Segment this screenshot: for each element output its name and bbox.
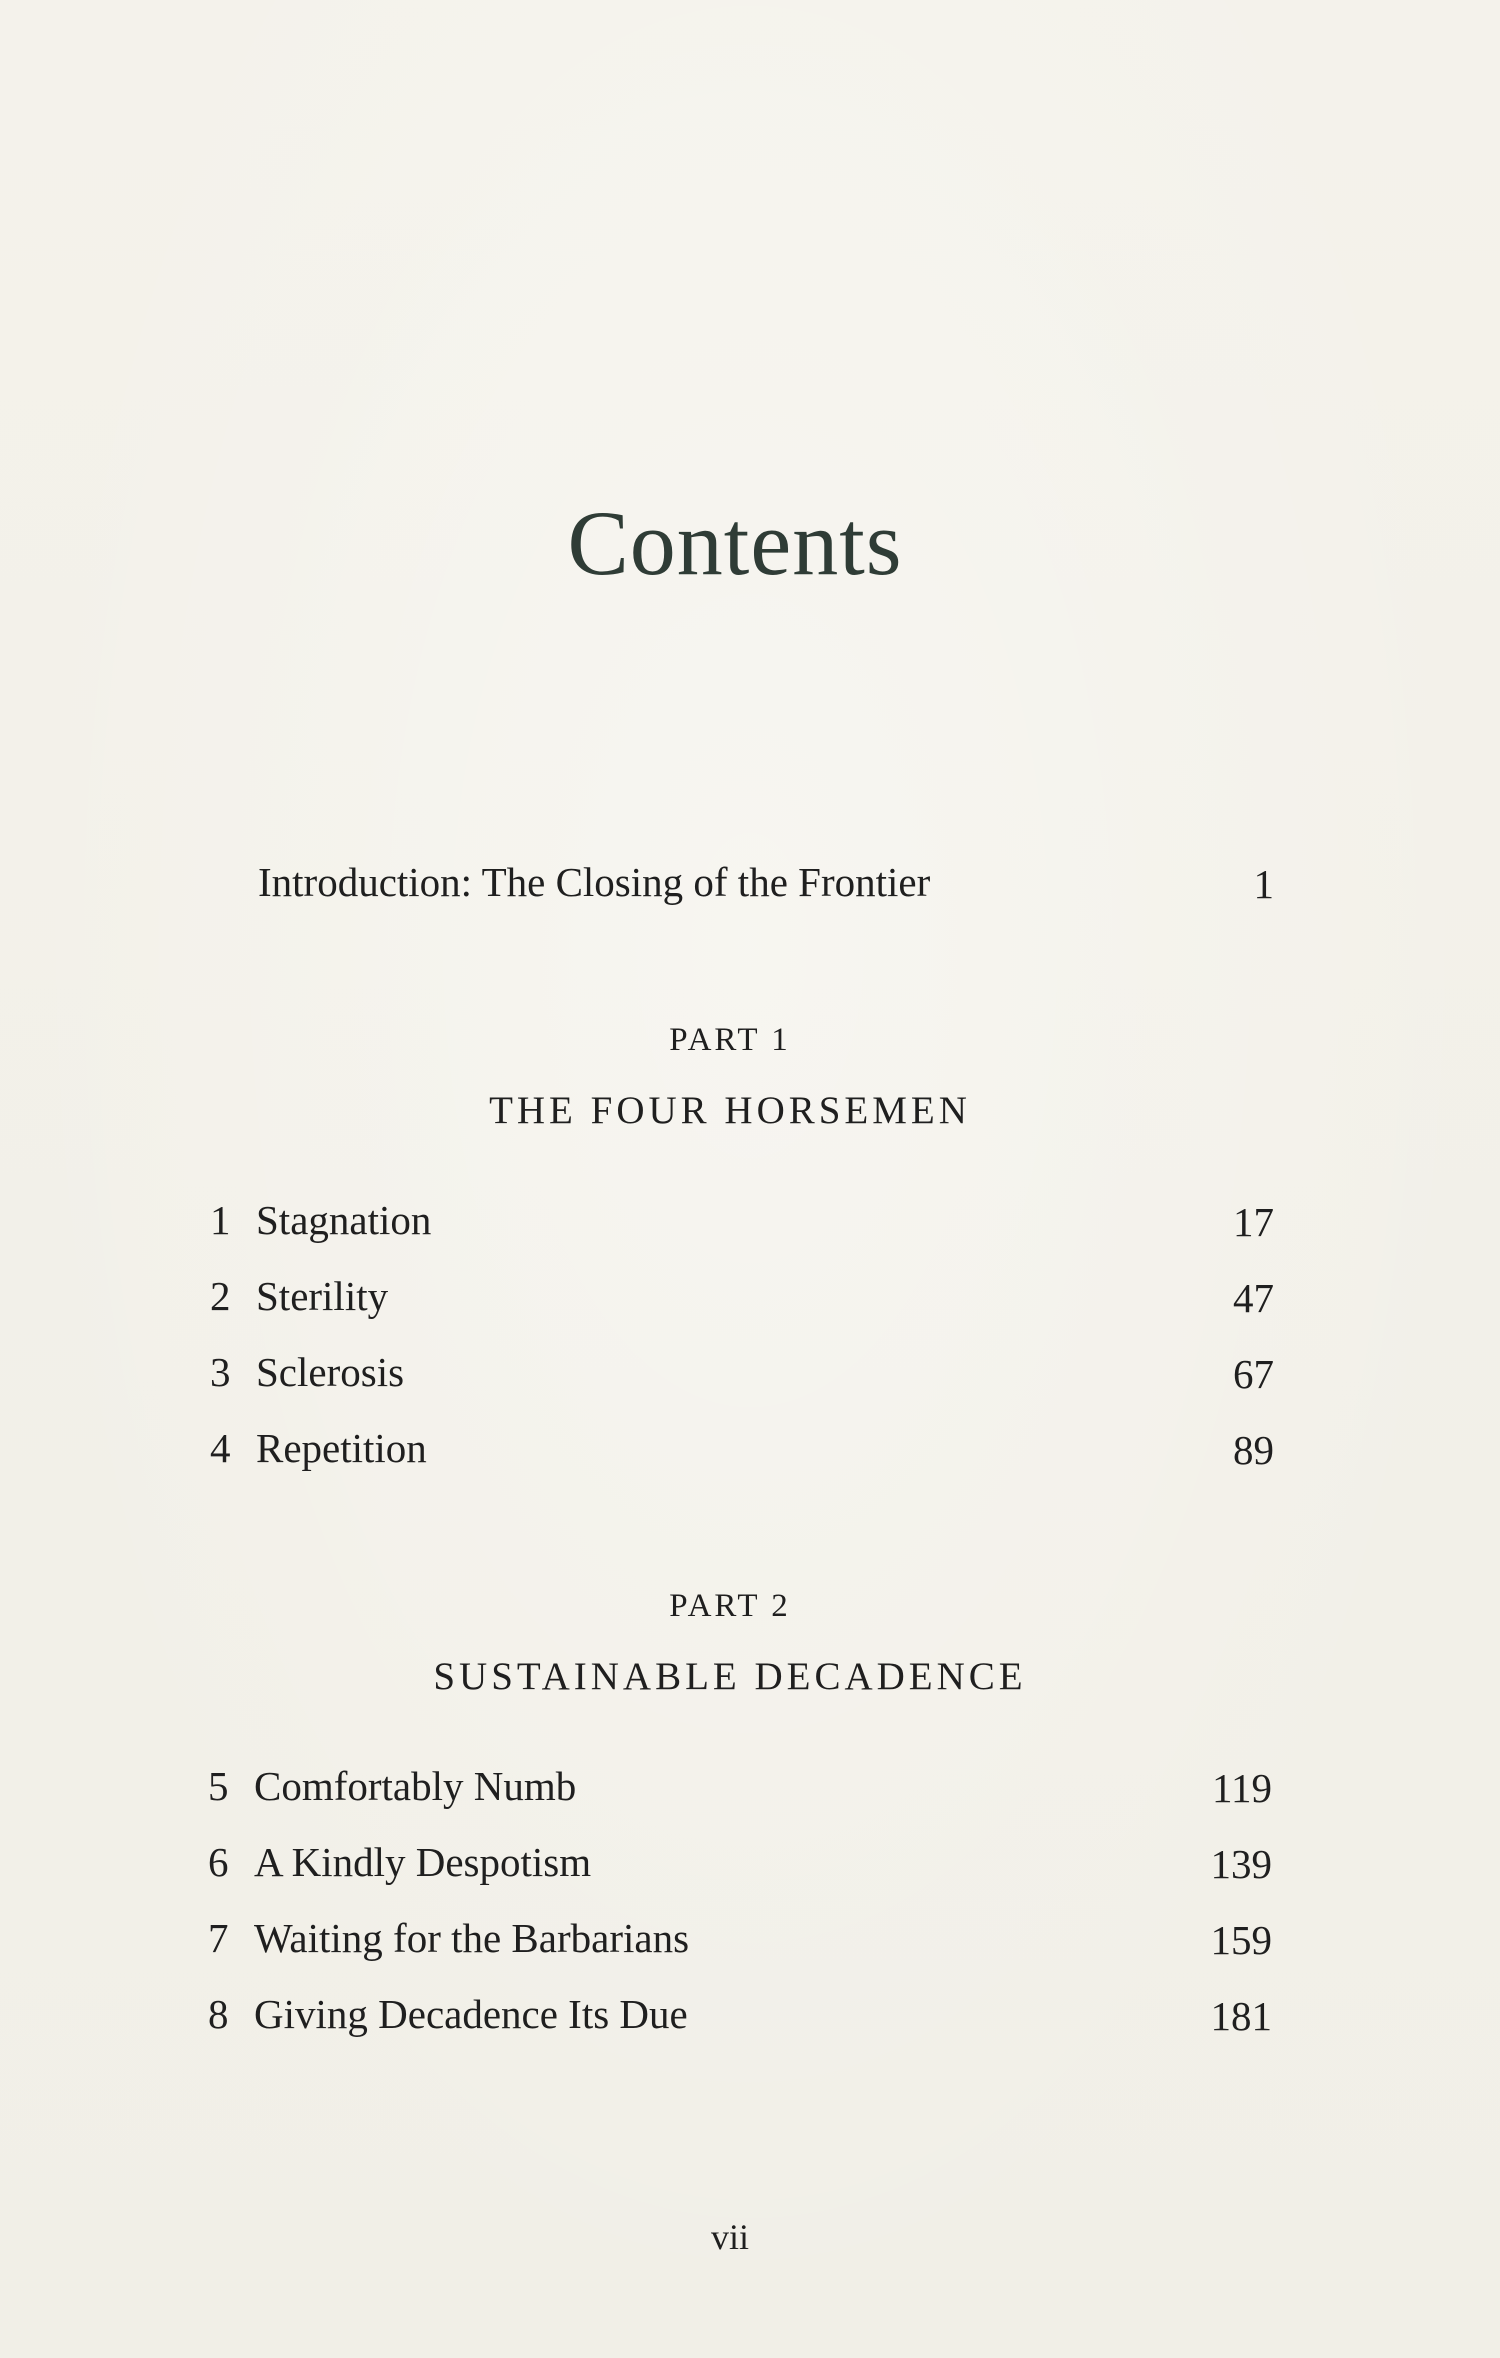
chapter-3-page: 67 [1233, 1351, 1274, 1397]
chapter-6-title: A Kindly Despotism [254, 1839, 592, 1885]
chapter-1-number: 1 [210, 1197, 231, 1243]
page-folio: vii [710, 2217, 749, 2257]
toc-introduction-title: Introduction: The Closing of the Frontier [258, 859, 931, 905]
chapter-8-page: 181 [1210, 1993, 1272, 2039]
chapter-1-title: Stagnation [256, 1197, 432, 1243]
chapter-3-number: 3 [210, 1349, 231, 1395]
chapter-7-page: 159 [1210, 1917, 1272, 1963]
part-1-title: THE FOUR HORSEMEN [489, 1089, 971, 1132]
chapter-6-number: 6 [208, 1839, 229, 1885]
chapter-8-number: 8 [208, 1991, 229, 2037]
chapter-3-title: Sclerosis [256, 1349, 405, 1395]
part-2-label: PART 2 [669, 1588, 791, 1624]
part-1-label: PART 1 [669, 1022, 791, 1058]
chapter-1-page: 17 [1233, 1199, 1274, 1245]
chapter-7-number: 7 [208, 1915, 229, 1961]
chapter-4-title: Repetition [256, 1425, 427, 1471]
chapter-7-title: Waiting for the Barbarians [254, 1915, 690, 1961]
chapter-4-number: 4 [210, 1425, 231, 1471]
part-2-title: SUSTAINABLE DECADENCE [433, 1655, 1027, 1698]
chapter-8-title: Giving Decadence Its Due [254, 1991, 688, 2037]
page-title: Contents [567, 492, 903, 594]
chapter-6-page: 139 [1210, 1841, 1272, 1887]
chapter-2-page: 47 [1233, 1275, 1274, 1321]
chapter-5-title: Comfortably Numb [254, 1763, 577, 1809]
chapter-2-title: Sterility [256, 1273, 389, 1319]
toc-introduction-page: 1 [1253, 861, 1274, 907]
chapter-5-page: 119 [1212, 1765, 1272, 1811]
chapter-2-number: 2 [210, 1273, 231, 1319]
chapter-5-number: 5 [208, 1763, 229, 1809]
chapter-4-page: 89 [1233, 1427, 1274, 1473]
